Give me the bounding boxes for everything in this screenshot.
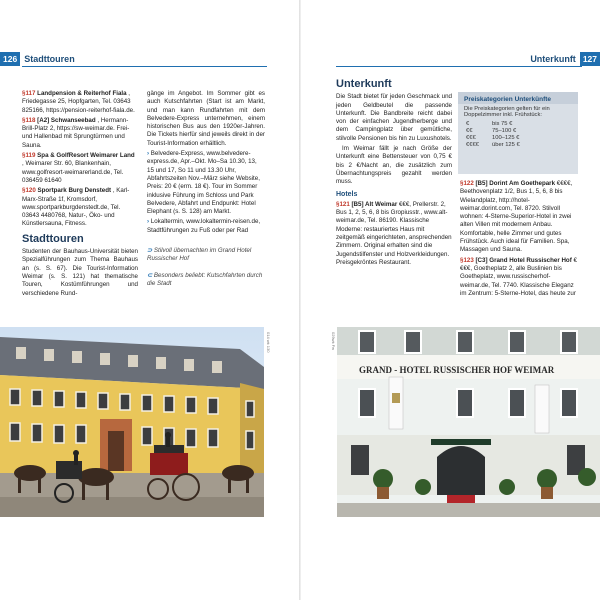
- entry-name: [B5] Dorint Am Goethepark: [475, 180, 556, 187]
- price-row: [466, 135, 520, 142]
- caption-tip: ⊃ Stilvoll übernachten im Grand Hotel Russischer Hof: [147, 247, 252, 263]
- entry-text: €€€€, Goetheplatz 2, alle Buslinien bis Goetheplatz, www.russischerhof-weimar.de, Tel. 7740. Klassische Eleganz im Zentrum: 5-Sterne-Hotel, das heute zur: [460, 256, 577, 297]
- price-table: [466, 121, 520, 148]
- left-column-1: [22, 90, 138, 300]
- entry-text: , Hermann-Brill-Platz 2, https://sw-weimar.de. Frei- und Hallenbad mit Sprungtürmen und Sauna.: [22, 116, 130, 149]
- price-cat: €€€: [466, 134, 476, 141]
- caption-tip: ⊂ Besonders beliebt: Kutschfahrten durch die Stadt: [147, 271, 263, 287]
- price-row: [466, 128, 520, 135]
- listing-entry: [336, 201, 452, 267]
- price-row: [466, 121, 520, 128]
- price-price: 75–100 €: [492, 128, 517, 135]
- listing-entry: [22, 187, 138, 228]
- entry-name: Landpension & Reiterhof Fiala: [37, 90, 127, 97]
- listing-entry: [22, 117, 138, 150]
- price-price: über 125 €: [492, 141, 520, 148]
- left-page-number: 126: [0, 52, 20, 66]
- intro-paragraph: Die Stadt bietet für jeden Geschmack und jeden Geldbeutel die passende Unterkunft. Die Bandbreite reicht dabei von der einfachen Jugendherberge und dem Campingplatz über gemütliche, stilvolle Pensionen bis hin zu Luxushotels.: [336, 93, 452, 142]
- entry-text: , Friedegasse 25, Hopfgarten, Tel. 03643 825166, https://pension-reiterhof-fiala.de.: [22, 90, 135, 114]
- section-heading: Unterkunft: [336, 78, 392, 90]
- photo-grand-hotel: [337, 327, 600, 517]
- listing-entry: [460, 257, 578, 298]
- entry-number: §120: [22, 187, 36, 195]
- right-page-header: [530, 52, 600, 66]
- entry-name: Sportpark Burg Denstedt: [37, 187, 112, 195]
- listing-entry: [22, 152, 138, 185]
- price-box-subtitle: Die Preiskategorien gelten für ein Doppelzimmer inkl. Frühstück:: [464, 106, 550, 118]
- entry-number: §118: [22, 116, 36, 124]
- entry-text: €€€, Prellerstr. 2, Bus 1, 2, 5, 6, 8 bis Gropiusstr., www.alt-weimar.de, Tel. 86190. Klassische Moderne: restauriertes Haus mit zeitgemäß eingerichteten, ansprechenden Zimmern. Original erhalten sind die Jugendstilfenster und Holzverkleidungen. Preisgekröntes Restaurant.: [336, 200, 452, 266]
- section-paragraph: Studenten der Bauhaus-Universität bieten Spezialführungen zum Thema Bauhaus an (s. S. 67). Die Tourist-Information Weimar (s. S. 121) hat thematische Touren, Kostümführungen und verschiedene Rund-: [22, 248, 138, 297]
- entry-text: €€€€, Beethovenplatz 1/2, Bus 1, 5, 6, 8 bis Wielandplatz, http://hotel-weimar.dorint.com, Tel. 8720. Stilvoll wohnen: 4-Sterne-Superior-Hotel in zwei alten Villen mit modernem Anbau. Komfortable, helle Zimmer und gutes Frühstück. Auch ideal für Familien. Spa, Massagen und Sauna.: [460, 180, 573, 254]
- paragraph-continued: gänge im Angebot. Im Sommer gibt es auch Kutschfahrten (Start ist am Markt, und man kann Rundfahrten mit dem Belvedere-Express unternehmen, einem historischen Bus aus den 1920er-Jahren. Die Tickets hierfür sind jeweils direkt in der Tourist-Information erhältlich.: [147, 90, 265, 147]
- bullet-item: › Belvedere-Express, www.belvedere-express.de, Apr.–Okt. Mo–Sa 10.30, 13, 15 und 17, So 11 und 13.30 Uhr, Abfahrtszeiten Nov.–März siehe Website, Preis: 20 € (erm. 18 €). Tour im Sommer inklusive Führung im Schloss und Park Belvedere, Abfahrt und Endpunkt: Hotel Elephant (s. S. 128) am Markt.: [147, 150, 260, 216]
- price-price: 100–125 €: [492, 134, 520, 141]
- price-category-box: [458, 92, 578, 174]
- header-rule: [336, 66, 582, 67]
- right-page-number: 127: [580, 52, 600, 66]
- intro-paragraph-2: Im Weimar fällt je nach Größe der Unterkunft eine Bettensteuer von 0,75 € bis 2 €/Nacht an, die zusätzlich zum Übernachtungspreis gezahlt werden muss.: [336, 145, 452, 186]
- price-box-title: Preiskategorien Unterkünfte: [458, 92, 578, 104]
- photo-credit: 029wk Fw: [331, 332, 336, 351]
- header-rule: [22, 66, 267, 67]
- right-column-1: [336, 80, 452, 269]
- entry-number: §122: [460, 180, 474, 187]
- price-cat: €: [466, 121, 470, 128]
- hotels-heading: Hotels: [336, 190, 358, 198]
- listing-entry: [22, 90, 138, 115]
- entry-text: , Karl-Marx-Straße 1f, Kromsdorf, www.sportparkburgdenstedt.de, Tel. 03643 4480768, Natur-, Öko- und Künstlersauna, Fitness.: [22, 187, 130, 228]
- entry-number: §117: [22, 90, 36, 97]
- entry-text: , Weimarer Str. 60, Blankenhain, www.golfresort-weimarerland.de, Tel. 036459 61640: [22, 160, 124, 184]
- right-column-2: [460, 180, 578, 300]
- hotel-illustration: [337, 327, 600, 517]
- price-price: bis 75 €: [492, 121, 513, 128]
- section-heading: Stadttouren: [22, 232, 84, 245]
- left-running-title: Stadttouren: [24, 54, 75, 64]
- photo-horse-carriages: [0, 327, 264, 517]
- entry-name: Spa & GolfResort Weimarer Land: [37, 152, 135, 160]
- bullet-item: › Lokaltermin, www.lokaltermin-reisen.de, Stadtführungen zu Fuß oder per Rad: [147, 218, 261, 234]
- listing-entry: [460, 180, 578, 255]
- entry-number: §119: [22, 152, 36, 160]
- entry-name: [B5] Alt Weimar: [351, 200, 398, 208]
- price-cat: €€€€: [466, 141, 479, 148]
- carriage-illustration: [0, 327, 264, 517]
- right-running-title: Unterkunft: [530, 54, 576, 64]
- price-row: [466, 141, 520, 148]
- entry-name: [C3] Grand Hotel Russischer Hof: [475, 256, 572, 264]
- hotel-sign: GRAND - HOTEL RUSSISCHER HOF WEIMAR: [359, 365, 555, 375]
- left-page-header: [0, 52, 75, 66]
- entry-number: §123: [460, 256, 474, 264]
- left-column-2: [147, 90, 265, 288]
- entry-number: §121: [336, 200, 350, 208]
- entry-name: [A2] Schwanseebad: [37, 116, 96, 124]
- price-cat: €€: [466, 128, 473, 135]
- photo-credit: 014 wk 130: [266, 332, 271, 353]
